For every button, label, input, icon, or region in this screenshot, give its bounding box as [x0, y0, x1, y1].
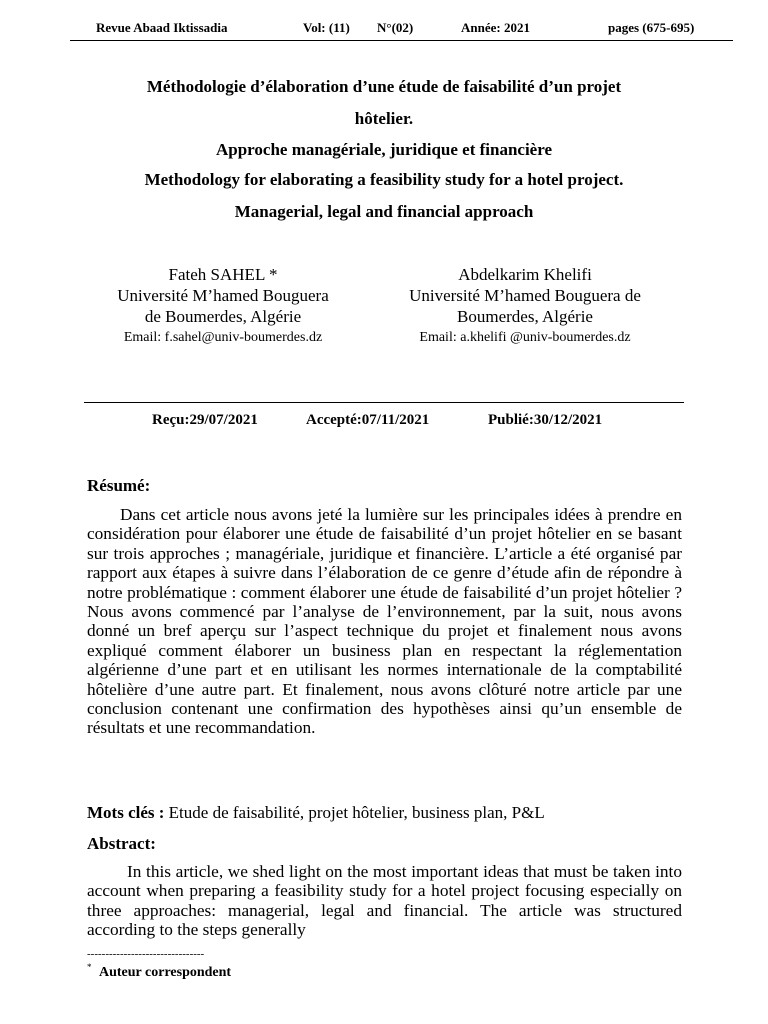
author-1-email: Email: f.sahel@univ-boumerdes.dz: [123, 330, 323, 345]
issue-number: N°(02): [377, 20, 414, 35]
footnote-separator: --------------------------------: [87, 948, 205, 960]
keywords-label: Mots clés :: [87, 803, 165, 822]
journal-name: Revue Abaad Iktissadia: [96, 20, 228, 35]
author-1: [82, 264, 364, 348]
keywords: [87, 803, 545, 823]
accepted-date: Accepté:07/11/2021: [306, 412, 430, 428]
subtitle-en: Managerial, legal and financial approach: [234, 202, 534, 221]
title-line-1: Méthodologie d’élaboration d’une étude de faisabilité d’un projet: [146, 77, 622, 96]
page-range: pages (675-695): [608, 20, 695, 35]
dates-rule: [84, 402, 684, 403]
abstract-text: In this article, we shed light on the most important ideas that must be taken into account when preparing a feasibility study for a hotel project focusing especially on three approaches: managerial, legal and financial. The article was structured according to the steps generally: [87, 862, 682, 940]
resume-heading: Résumé:: [87, 476, 151, 495]
published-date: Publié:30/12/2021: [488, 412, 603, 428]
author-2-name: Abdelkarim Khelifi: [458, 265, 592, 284]
title-en: Methodology for elaborating a feasibility study for a hotel project.: [144, 170, 624, 189]
author-2-affiliation-1: Université M’hamed Bouguera de: [409, 286, 641, 305]
author-1-name: Fateh SAHEL *: [168, 265, 278, 284]
footnote-mark: *: [87, 962, 92, 972]
footnote: [87, 962, 231, 981]
header-rule: [70, 40, 733, 41]
author-2-affiliation-2: Boumerdes, Algérie: [457, 307, 593, 326]
keywords-text: Etude de faisabilité, projet hôtelier, business plan, P&L: [168, 803, 545, 822]
author-1-affiliation-1: Université M’hamed Bouguera: [117, 286, 329, 305]
volume: Vol: (11): [303, 20, 350, 35]
subtitle-fr: Approche managériale, juridique et financière: [215, 140, 553, 159]
resume-text: Dans cet article nous avons jeté la lumière sur les principales idées à prendre en considération pour élaborer une étude de faisabilité d’un projet hôtelier en se basant sur trois approches ; managériale, juridique et financière. L’article a été organisé par rapport aux étapes à suivre dans l’élaboration de ce genre d’étude afin de répondre à notre problématique : comment élaborer une étude de faisabilité d’un projet hôtelier ? Nous avons commencé par l’analyse de l’environnement, par la suit, nous avons donné un bref aperçu sur l’aspect technique du projet et finalement nous avons expliqué comment élaborer un business plan en respectant la réglementation algérienne d’une part et en utilisant les normes internationale de la comptabilité hôtelière d’une autre part. Et finalement, nous avons clôturé notre article par une conclusion contenant une confirmation des hypothèses ainsi qu’un ensemble de résultats et une recommandation.: [87, 505, 682, 738]
abstract-heading: Abstract:: [87, 834, 156, 853]
author-2: [380, 264, 670, 348]
author-1-affiliation-2: de Boumerdes, Algérie: [144, 307, 302, 326]
title-line-2: hôtelier.: [354, 109, 414, 128]
footnote-text: Auteur correspondent: [99, 964, 232, 980]
author-2-email: Email: a.khelifi @univ-boumerdes.dz: [419, 330, 631, 345]
received-date: Reçu:29/07/2021: [152, 412, 258, 428]
year: Année: 2021: [461, 20, 530, 35]
